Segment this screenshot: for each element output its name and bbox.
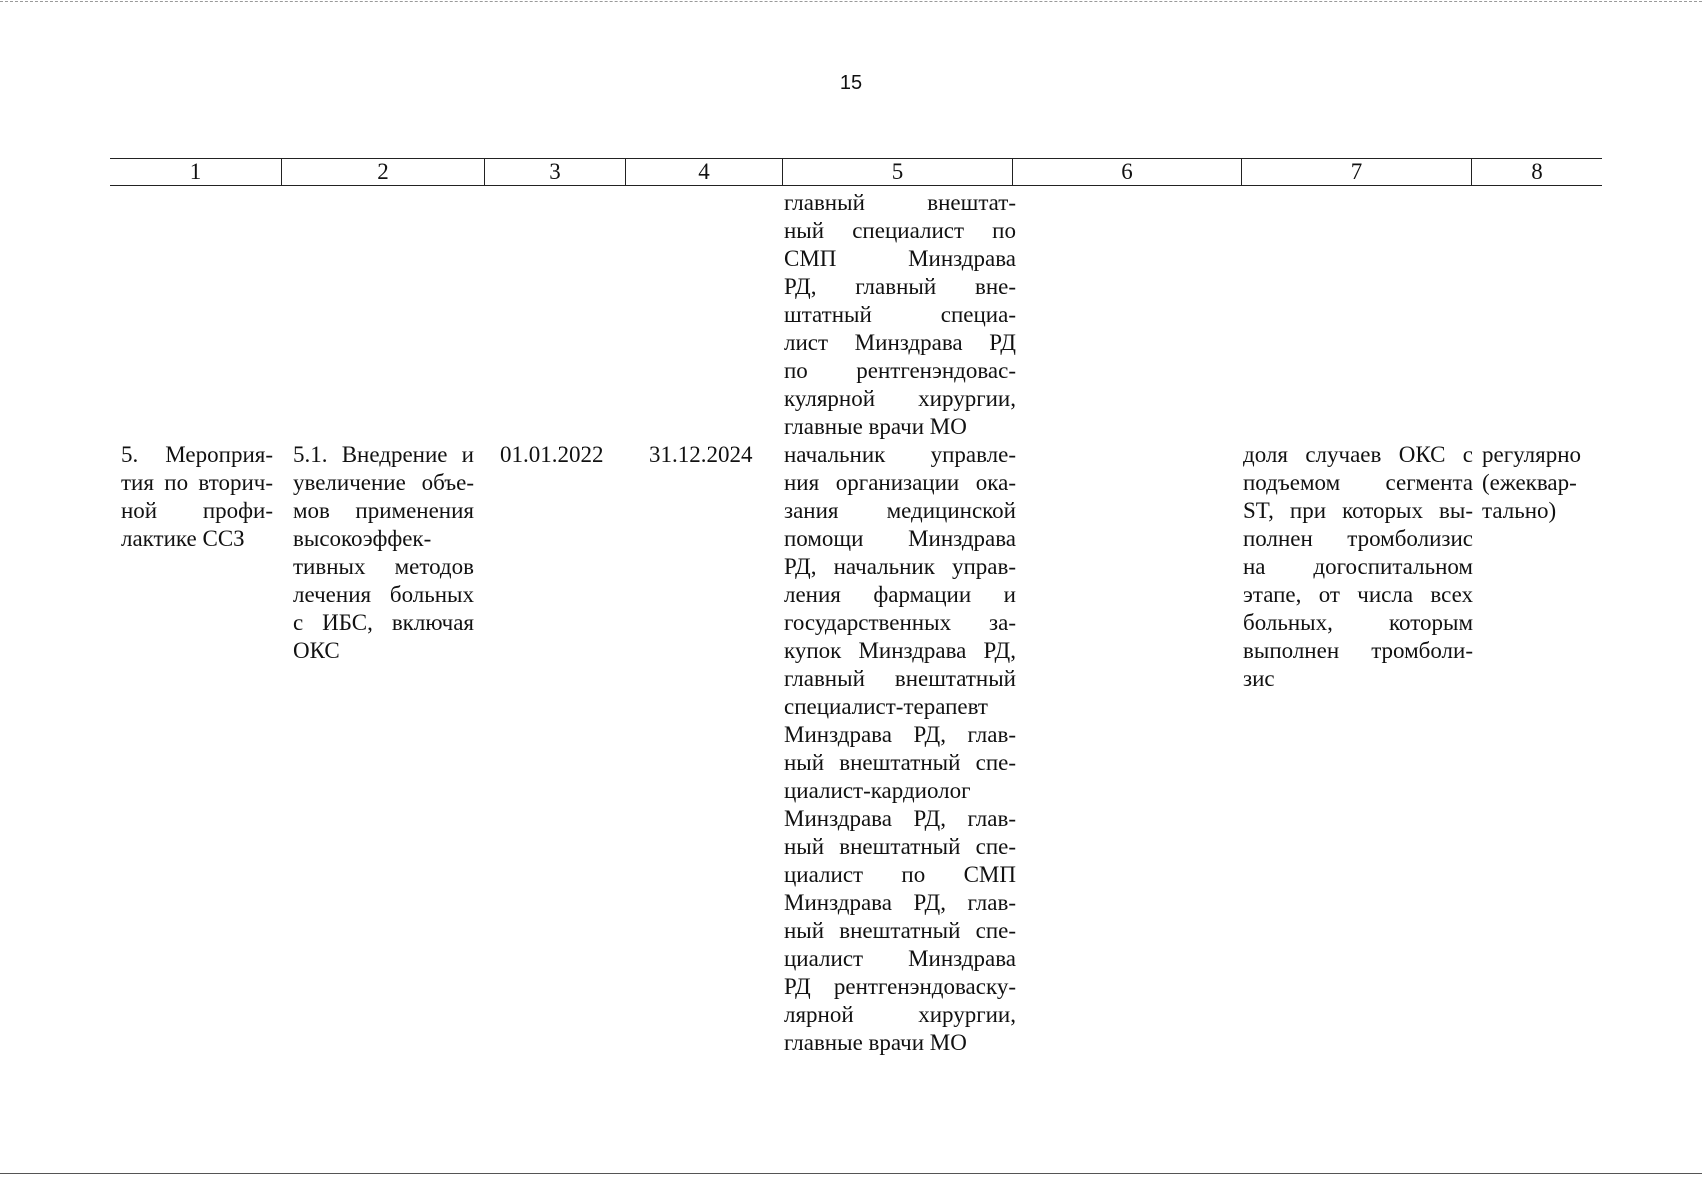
header-col-3: 3	[485, 159, 626, 185]
text-line: Минздрава РД, глав-	[784, 722, 1016, 747]
text-line: ST, при которых вы-	[1243, 498, 1473, 523]
text-line: лист Минздрава РД	[784, 330, 1016, 355]
text-line: РД, начальник управ-	[784, 554, 1016, 579]
header-col-2: 2	[282, 159, 485, 185]
text-line: начальник управле-	[784, 442, 1016, 467]
text-line: 5.1. Внедрение и	[293, 442, 474, 467]
text-line: специалист-терапевт	[784, 694, 988, 719]
text-line: ления фармации и	[784, 582, 1016, 607]
text-line: тия по вторич-	[121, 470, 273, 495]
row5-col8-frequency	[1482, 441, 1592, 525]
text-line: зис	[1243, 666, 1275, 691]
text-line: (ежеквар-	[1482, 470, 1577, 495]
page-top-edge	[0, 1, 1702, 2]
header-col-5: 5	[783, 159, 1013, 185]
row5-col2-measure	[293, 441, 474, 665]
text-line: зания медицинской	[784, 498, 1016, 523]
text-line: Минздрава РД, глав-	[784, 890, 1016, 915]
text-line: СМП Минздрава	[784, 246, 1016, 271]
text-line: лечения больных	[293, 582, 474, 607]
text-line: лярной хирургии,	[784, 1002, 1016, 1027]
text-line: увеличение объе-	[293, 470, 474, 495]
page-bottom-edge	[0, 1173, 1702, 1174]
text-line: выполнен тромболи-	[1243, 638, 1473, 663]
row5-col4-end-date: 31.12.2024	[649, 442, 753, 467]
continuation-col5-cell	[784, 189, 1016, 441]
header-col-4: 4	[626, 159, 783, 185]
text-line: государственных за-	[784, 610, 1016, 635]
text-line: по рентгенэндовас-	[784, 358, 1016, 383]
text-line: на догоспитальном	[1243, 554, 1473, 579]
text-line: ный специалист по	[784, 218, 1016, 243]
text-line: купок Минздрава РД,	[784, 638, 1016, 663]
text-line: главные врачи МО	[784, 414, 967, 439]
text-line: полнен тромболизис	[1243, 526, 1473, 551]
text-line: помощи Минздрава	[784, 526, 1016, 551]
header-col-6: 6	[1013, 159, 1242, 185]
table-header-row	[110, 158, 1602, 186]
text-line: регулярно	[1482, 442, 1581, 467]
text-line: этапе, от числа всех	[1243, 582, 1473, 607]
header-col-7: 7	[1242, 159, 1472, 185]
page-number: 15	[839, 72, 863, 94]
text-line: тивных методов	[293, 554, 474, 579]
text-line: подъемом сегмента	[1243, 470, 1473, 495]
header-col-1: 1	[110, 159, 282, 185]
text-line: Минздрава РД, глав-	[784, 806, 1016, 831]
header-col-8: 8	[1531, 159, 1543, 184]
row5-col7-indicator	[1243, 441, 1473, 693]
text-line: ный внештатный спе-	[784, 834, 1016, 859]
text-line: РД, главный вне-	[784, 274, 1016, 299]
text-line: доля случаев ОКС с	[1243, 442, 1473, 467]
text-line: с ИБС, включая	[293, 610, 474, 635]
text-line: главный внештат-	[784, 190, 1016, 215]
text-line: больных, которым	[1243, 610, 1473, 635]
text-line: главный внештатный	[784, 666, 1016, 691]
row5-col3-start-date: 01.01.2022	[500, 442, 604, 467]
text-line: 5. Мероприя-	[121, 442, 273, 467]
text-line: ный внештатный спе-	[784, 750, 1016, 775]
text-line: тально)	[1482, 498, 1557, 523]
text-line: штатный специа-	[784, 302, 1016, 327]
text-line: циалист Минздрава	[784, 946, 1016, 971]
row5-col5-responsible	[784, 441, 1016, 1057]
text-line: ный внештатный спе-	[784, 918, 1016, 943]
text-line: циалист по СМП	[784, 862, 1016, 887]
text-line: ния организации ока-	[784, 470, 1016, 495]
text-line: высокоэффек-	[293, 526, 432, 551]
text-line: ной профи-	[121, 498, 273, 523]
text-line: лактике ССЗ	[121, 526, 245, 551]
row5-col1-activity	[121, 441, 273, 553]
text-line: циалист-кардиолог	[784, 778, 971, 803]
text-line: РД рентгенэндоваску-	[784, 974, 1016, 999]
text-line: кулярной хирургии,	[784, 386, 1016, 411]
text-line: мов применения	[293, 498, 474, 523]
text-line: ОКС	[293, 638, 340, 663]
text-line: главные врачи МО	[784, 1030, 967, 1055]
